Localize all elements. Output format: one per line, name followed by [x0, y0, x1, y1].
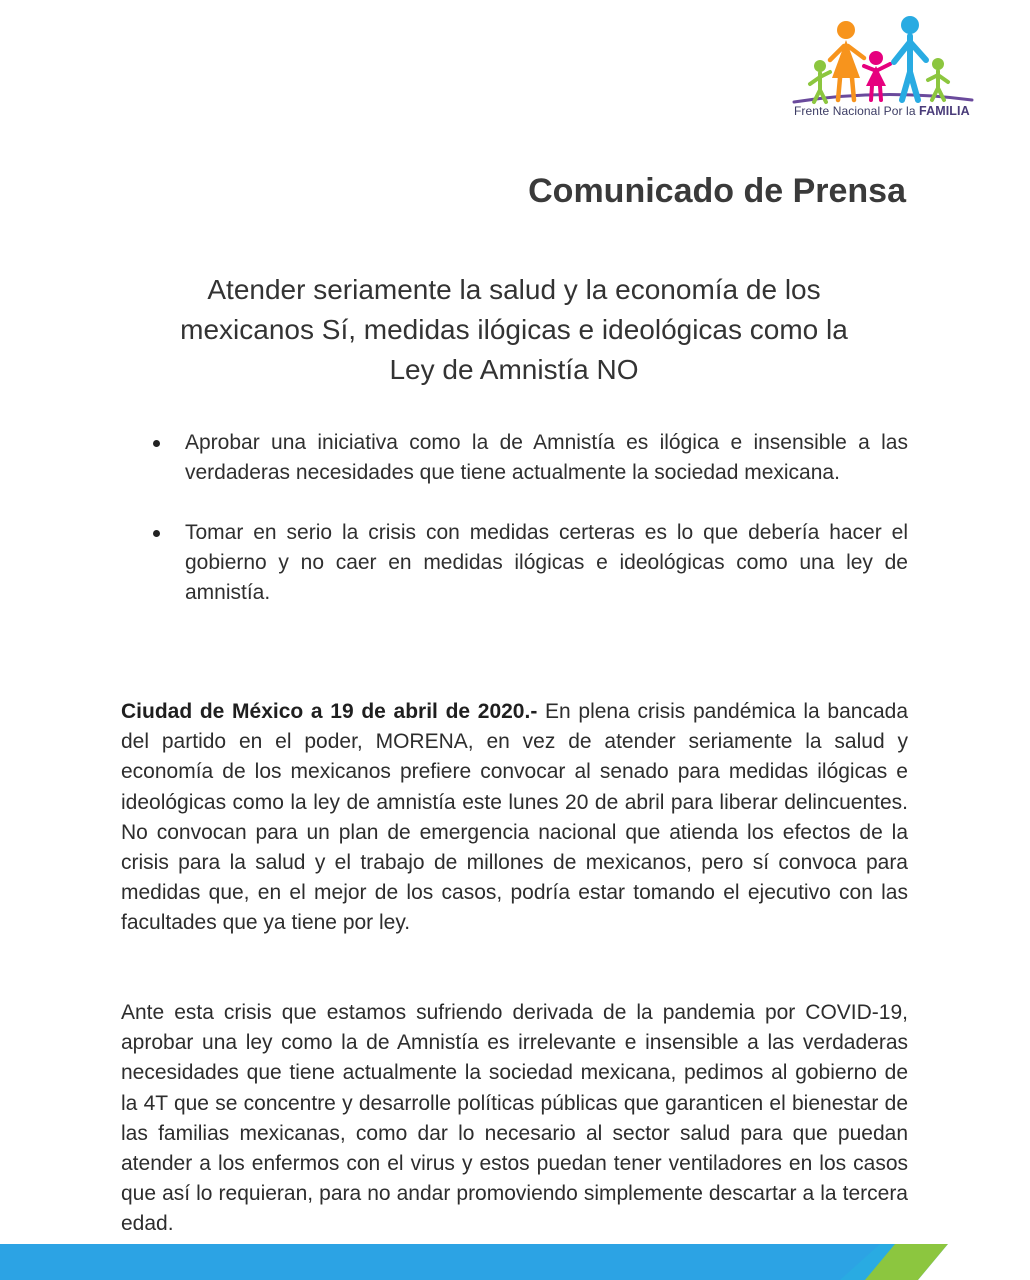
summary-bullets	[122, 428, 908, 638]
family-figures-icon	[786, 14, 982, 110]
headline-line-3: Ley de Amnistía NO	[389, 354, 639, 385]
page-title: Comunicado de Prensa	[528, 172, 906, 210]
body-paragraph-2	[121, 998, 908, 1240]
frente-nacional-familia-logo	[786, 14, 982, 124]
logo-text	[794, 104, 984, 118]
bullet-item: Aprobar una iniciativa como la de Amnistía es ilógica e insensible a las verdaderas necesidades que tiene actualmente la sociedad mexicana.	[122, 428, 908, 488]
headline-line-1: Atender seriamente la salud y la economía de los	[207, 274, 821, 305]
headline-line-2: mexicanos Sí, medidas ilógicas e ideológicas como la	[180, 314, 848, 345]
paragraph-1-text: En plena crisis pandémica la bancada del partido en el poder, MORENA, en vez de atender seriamente la salud y economía de los mexicanos prefiere convocar al senado para medidas ilógicas e ideológicas como la ley de amnistía este lunes 20 de abril para liberar delincuentes. No convocan para un plan de emergencia nacional que atienda los efectos de la crisis para la salud y el trabajo de millones de mexicanos, pero sí convoca para medidas que, en el mejor de los casos, podría estar tomando el ejecutivo con las facultades que ya tiene por ley.	[121, 700, 909, 935]
dateline: Ciudad de México a 19 de abril de 2020.-	[121, 700, 538, 723]
paragraph-2-text: Ante esta crisis que estamos sufriendo derivada de la pandemia por COVID-19, aprobar una ley como la de Amnistía es irrelevante e insensible a las verdaderas necesidades que tiene actualmente la sociedad mexicana, pedimos al gobierno de la 4T que se concentre y desarrolle políticas públicas que garanticen el bienestar de las familias mexicanas, como dar lo necesario al sector salud para que puedan atender a los enfermos con el virus y estos puedan tener ventiladores en los casos que así lo requieran, para no andar promoviendo simplemente descartar a la tercera edad.	[121, 1001, 908, 1236]
logo-text-regular: Frente Nacional Por la	[794, 104, 916, 118]
bullet-item: Tomar en serio la crisis con medidas certeras es lo que debería hacer el gobierno y no caer en medidas ilógicas e ideológicas como una ley de amnistía.	[122, 518, 908, 608]
footer-color-band	[0, 1238, 1030, 1280]
headline	[120, 270, 908, 390]
body-paragraph-1	[121, 697, 908, 939]
logo-text-familia: FAMILIA	[919, 104, 970, 118]
